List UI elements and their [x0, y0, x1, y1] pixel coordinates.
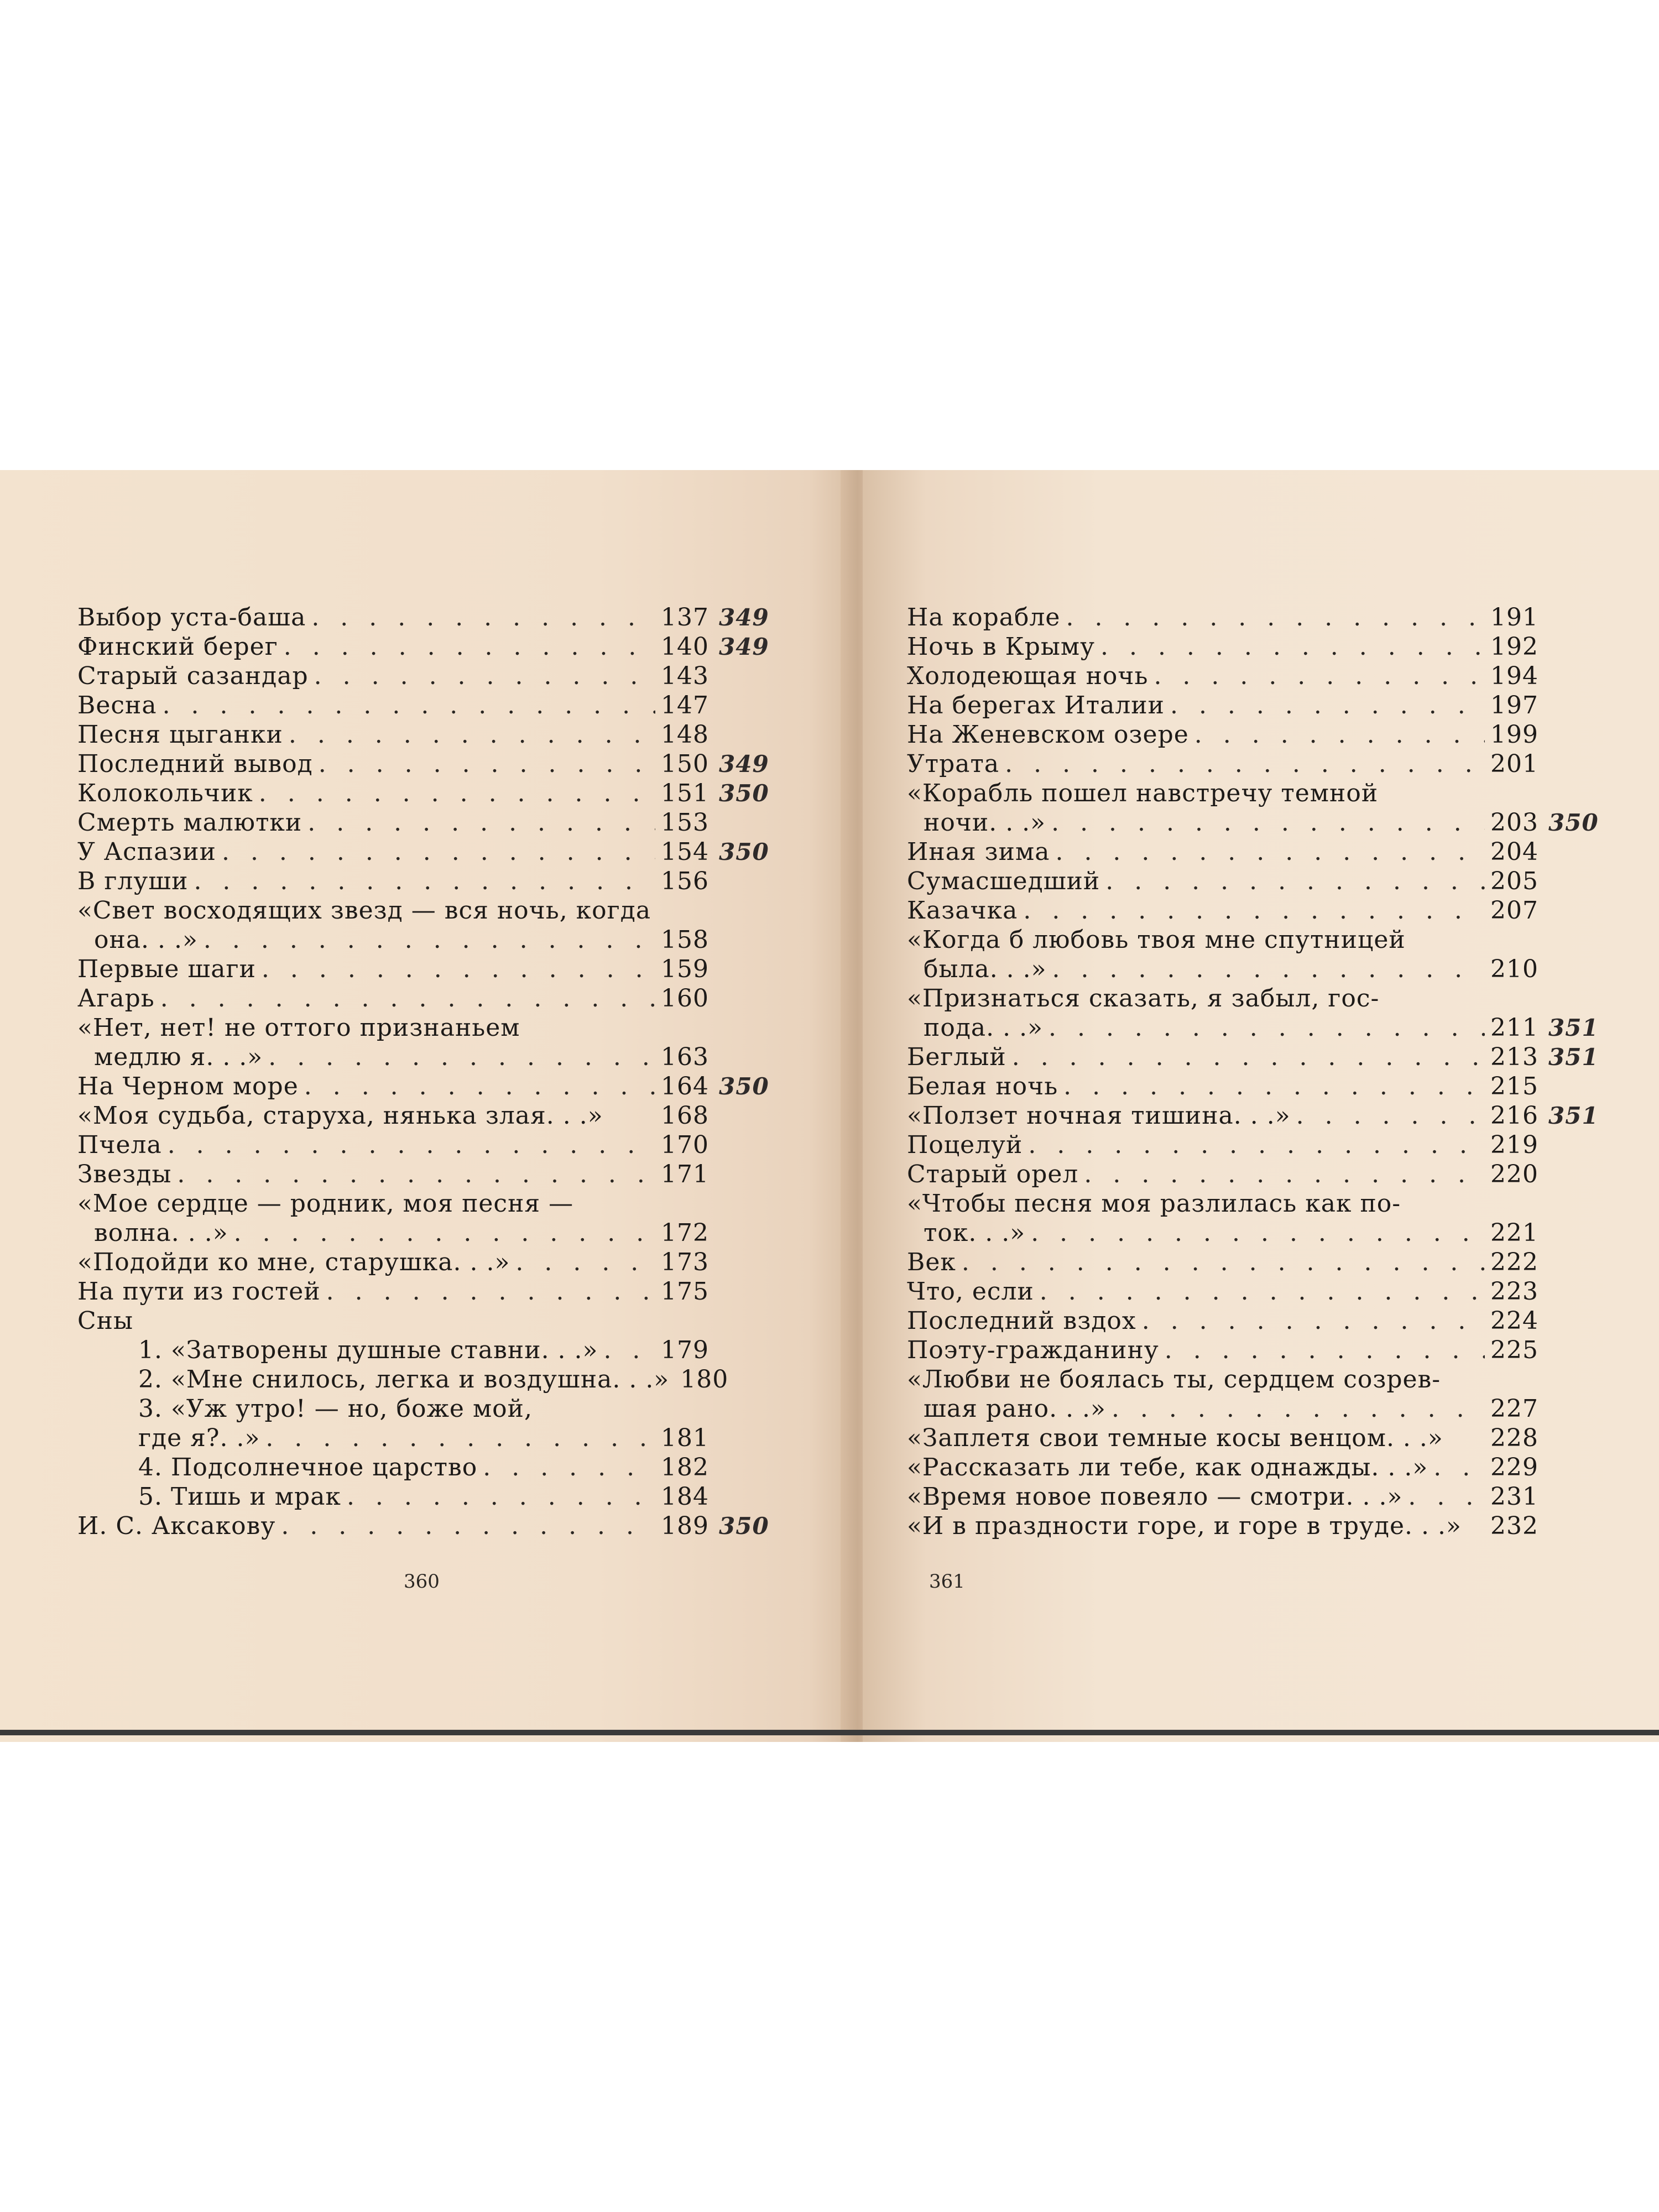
toc-leader-dots: [289, 720, 655, 749]
toc-entry-title: Песня цыганки: [77, 721, 283, 749]
toc-entry-title: Финский берег: [77, 633, 278, 661]
toc-entry: [907, 1042, 1615, 1072]
toc-entry: [77, 1365, 785, 1394]
toc-entry: [907, 1130, 1615, 1160]
toc-entry: [907, 1394, 1615, 1423]
toc-entry-title: Последний вывод: [77, 750, 313, 778]
toc-entry-title: Старый сазандар: [77, 662, 309, 690]
book-bottom-edge: [0, 1730, 1659, 1735]
toc-entry-page: 210: [1490, 955, 1538, 983]
toc-entry-title: «Нет, нет! не оттого признаньем: [77, 1014, 520, 1042]
toc-entry: [907, 720, 1615, 749]
toc-entry-title: «Чтобы песня моя разлилась как по-: [907, 1190, 1401, 1218]
toc-entry-title: Звезды: [77, 1160, 172, 1188]
toc-entry-page: 175: [661, 1277, 709, 1306]
toc-entry: [907, 925, 1615, 954]
toc-entry-page: 168: [661, 1102, 709, 1130]
toc-entry-page: 164: [661, 1072, 709, 1100]
toc-entry: [77, 1130, 785, 1160]
toc-leader-dots: [259, 779, 655, 808]
toc-entry: [77, 808, 785, 837]
toc-leader-dots: [1170, 691, 1485, 720]
toc-entry-page: 191: [1490, 603, 1538, 632]
toc-entry-note-page: 350: [719, 780, 769, 807]
toc-entry-title: В глуши: [77, 867, 189, 895]
toc-leader-dots: [1031, 1218, 1485, 1248]
toc-entry: [77, 749, 785, 779]
toc-entry-title: Поэту-гражданину: [907, 1336, 1159, 1364]
toc-entry: [907, 1248, 1615, 1277]
toc-entry-title: Колокольчик: [77, 779, 253, 807]
toc-entry-title: «Рассказать ли тебе, как однажды. . .»: [907, 1453, 1428, 1481]
toc-entry-title: Смерть малютки: [77, 808, 302, 837]
toc-entry: [77, 1335, 785, 1365]
toc-entry-title: «Свет восходящих звезд — вся ночь, когда: [77, 896, 651, 925]
toc-entry: [907, 867, 1615, 896]
toc-entry-title: На берегах Италии: [907, 691, 1165, 719]
toc-entry-title: Иная зима: [907, 838, 1050, 866]
toc-leader-dots: [483, 1453, 655, 1482]
toc-entry: [77, 1013, 785, 1042]
toc-entry-title: Старый орел: [907, 1160, 1079, 1188]
toc-leader-dots: [326, 1277, 655, 1306]
toc-entry-title: ток. . .»: [924, 1219, 1026, 1247]
toc-entry: [77, 632, 785, 661]
toc-entry: [77, 1306, 785, 1335]
left-page: [0, 470, 852, 1742]
toc-entry: [77, 661, 785, 691]
toc-entry-page: 189: [661, 1512, 709, 1540]
toc-entry: [77, 984, 785, 1013]
toc-leader-dots: [1005, 749, 1485, 779]
toc-leader-dots: [1052, 954, 1485, 984]
toc-entry-page: 160: [661, 984, 709, 1013]
toc-entry: [907, 954, 1615, 984]
toc-leader-dots: [1100, 632, 1485, 661]
toc-entry-title: «Моя судьба, старуха, нянька злая. . .»: [77, 1102, 603, 1130]
toc-entry: [77, 720, 785, 749]
toc-entry-page: 203: [1490, 808, 1538, 837]
toc-entry-title: была. . .»: [924, 955, 1047, 983]
toc-entry-title: На пути из гостей: [77, 1277, 321, 1306]
toc-entry: [907, 1423, 1615, 1453]
toc-entry-page: 140: [661, 633, 709, 661]
toc-entry-title: «Заплетя свои темные косы венцом. . .»: [907, 1424, 1443, 1452]
toc-leader-dots: [265, 1423, 655, 1453]
toc-entry-title: она. . .»: [94, 926, 198, 954]
toc-entry: [77, 1072, 785, 1101]
toc-leader-dots: [1051, 808, 1485, 837]
toc-entry-page: 163: [661, 1043, 709, 1071]
toc-leader-dots: [1023, 896, 1485, 925]
toc-list-right: [907, 603, 1615, 1541]
toc-entry-page: 143: [661, 662, 709, 690]
toc-entry-page: 232: [1490, 1512, 1538, 1540]
toc-leader-dots: [307, 808, 655, 837]
toc-entry-note-page: 351: [1548, 1014, 1599, 1041]
toc-leader-dots: [1433, 1453, 1485, 1482]
toc-entry-page: 223: [1490, 1277, 1538, 1306]
toc-entry-title: «Признаться сказать, я забыл, гос-: [907, 984, 1380, 1013]
toc-entry: [77, 1042, 785, 1072]
toc-entry: [77, 1277, 785, 1306]
toc-entry-title: пода. . .»: [924, 1014, 1043, 1042]
toc-entry-title: Утрата: [907, 750, 1000, 778]
toc-leader-dots: [1055, 837, 1485, 867]
toc-entry-title: шая рано. . .»: [924, 1395, 1106, 1423]
toc-entry-page: 224: [1490, 1307, 1538, 1335]
toc-entry: [907, 1453, 1615, 1482]
toc-leader-dots: [1165, 1335, 1485, 1365]
toc-entry: [907, 1101, 1615, 1130]
toc-leader-dots: [1028, 1130, 1485, 1160]
toc-leader-dots: [1112, 1394, 1485, 1423]
toc-entry-page: 156: [661, 867, 709, 895]
toc-leader-dots: [311, 603, 655, 632]
toc-leader-dots: [222, 837, 655, 867]
toc-entry-title: На Черном море: [77, 1072, 299, 1100]
toc-entry-page: 150: [661, 750, 709, 778]
toc-entry-title: медлю я. . .»: [94, 1043, 263, 1071]
toc-leader-dots: [347, 1482, 655, 1511]
toc-entry-title: ночи. . .»: [924, 808, 1046, 837]
toc-entry: [907, 603, 1615, 632]
toc-entry-page: 215: [1490, 1072, 1538, 1100]
toc-entry: [77, 1482, 785, 1511]
toc-entry-page: 228: [1490, 1424, 1538, 1452]
toc-leader-dots: [1012, 1042, 1485, 1072]
toc-leader-dots: [204, 925, 655, 954]
toc-leader-dots: [319, 749, 655, 779]
toc-entry: [77, 1423, 785, 1453]
toc-entry-page: 219: [1490, 1131, 1538, 1159]
toc-entry-page: 220: [1490, 1160, 1538, 1188]
toc-entry: [907, 632, 1615, 661]
toc-entry: [907, 779, 1615, 808]
toc-leader-dots: [168, 1130, 655, 1160]
toc-entry-page: 222: [1490, 1248, 1538, 1276]
toc-leader-dots: [1048, 1013, 1485, 1042]
toc-leader-dots: [304, 1072, 655, 1101]
toc-entry: [907, 896, 1615, 925]
toc-entry-title: «Корабль пошел навстречу темной: [907, 779, 1379, 807]
toc-entry-title: где я?. .»: [138, 1424, 260, 1452]
toc-entry: [907, 808, 1615, 837]
toc-entry: [77, 1394, 785, 1423]
toc-entry: [907, 1218, 1615, 1248]
toc-entry-page: 151: [661, 779, 709, 807]
toc-entry-page: 180: [680, 1365, 729, 1394]
toc-entry-page: 207: [1490, 896, 1538, 925]
toc-entry: [907, 1335, 1615, 1365]
toc-leader-dots: [1063, 1072, 1485, 1101]
toc-entry-title: Беглый: [907, 1043, 1006, 1071]
toc-entry: [77, 1453, 785, 1482]
toc-entry: [77, 691, 785, 720]
toc-entry: [77, 954, 785, 984]
toc-leader-dots: [1142, 1306, 1485, 1335]
toc-entry: [907, 1306, 1615, 1335]
toc-entry-note-page: 351: [1548, 1044, 1599, 1071]
toc-entry: [77, 1218, 785, 1248]
toc-entry-title: «Любви не боялась ты, сердцем созрев-: [907, 1365, 1441, 1394]
toc-entry-page: 201: [1490, 750, 1538, 778]
toc-entry-page: 231: [1490, 1483, 1538, 1511]
toc-entry-title: Агарь: [77, 984, 155, 1013]
toc-entry-page: 213: [1490, 1043, 1538, 1071]
toc-leader-dots: [515, 1248, 655, 1277]
toc-entry-page: 229: [1490, 1453, 1538, 1481]
toc-entry: [907, 1189, 1615, 1218]
toc-entry: [77, 1248, 785, 1277]
toc-entry-note-page: 349: [719, 750, 769, 778]
toc-entry-title: Пчела: [77, 1131, 162, 1159]
toc-entry-page: 227: [1490, 1395, 1538, 1423]
toc-leader-dots: [177, 1160, 655, 1189]
toc-leader-dots: [194, 867, 655, 896]
toc-entry: [907, 837, 1615, 867]
toc-entry-title: Выбор уста-баша: [77, 603, 306, 632]
toc-entry-title: Что, если: [907, 1277, 1034, 1306]
toc-entry: [907, 1365, 1615, 1394]
toc-entry-page: 148: [661, 721, 709, 749]
toc-entry-title: На корабле: [907, 603, 1061, 632]
toc-leader-dots: [1154, 661, 1485, 691]
toc-list-left: [77, 603, 785, 1541]
toc-entry-note-page: 349: [719, 633, 769, 660]
toc-entry: [907, 661, 1615, 691]
toc-leader-dots: [1408, 1482, 1485, 1511]
toc-entry: [77, 1511, 785, 1541]
toc-entry-note-page: 350: [719, 838, 769, 865]
toc-entry-title: 1. «Затворены душные ставни. . .»: [138, 1336, 598, 1364]
toc-entry-title: 2. «Мне снилось, легка и воздушна. . .»: [138, 1365, 670, 1394]
toc-entry-page: 211: [1490, 1014, 1538, 1042]
toc-entry-title: 5. Тишь и мрак: [138, 1483, 341, 1511]
toc-leader-dots: [962, 1248, 1485, 1277]
toc-leader-dots: [1084, 1160, 1485, 1189]
toc-entry-page: 204: [1490, 838, 1538, 866]
toc-entry: [907, 984, 1615, 1013]
toc-entry: [907, 1277, 1615, 1306]
toc-leader-dots: [160, 984, 655, 1013]
right-page: [863, 470, 1659, 1742]
toc-entry-title: У Аспазии: [77, 838, 216, 866]
toc-entry-page: 172: [661, 1219, 709, 1247]
toc-leader-dots: [281, 1511, 655, 1541]
toc-leader-dots: [1040, 1277, 1485, 1306]
toc-entry: [77, 1101, 785, 1130]
toc-entry-title: И. С. Аксакову: [77, 1512, 276, 1540]
toc-leader-dots: [284, 632, 655, 661]
toc-entry-title: «И в праздности горе, и горе в труде. . .»: [907, 1512, 1462, 1540]
toc-entry-title: Ночь в Крыму: [907, 633, 1095, 661]
toc-entry-title: Весна: [77, 691, 157, 719]
toc-entry-page: 137: [661, 603, 709, 632]
toc-entry-title: Холодеющая ночь: [907, 662, 1149, 690]
toc-entry-page: 159: [661, 955, 709, 983]
toc-entry-page: 199: [1490, 721, 1538, 749]
toc-entry-note-page: 351: [1548, 1102, 1599, 1129]
toc-entry-page: 158: [661, 926, 709, 954]
toc-entry-page: 216: [1490, 1102, 1538, 1130]
page-number-right: 361: [929, 1571, 965, 1593]
toc-entry-page: 192: [1490, 633, 1538, 661]
toc-entry-note-page: 350: [1548, 809, 1599, 836]
toc-entry-title: Первые шаги: [77, 955, 256, 983]
toc-entry-page: 197: [1490, 691, 1538, 719]
toc-entry: [77, 1189, 785, 1218]
toc-leader-dots: [163, 691, 655, 720]
toc-entry-page: 170: [661, 1131, 709, 1159]
toc-leader-dots: [1296, 1101, 1485, 1130]
toc-entry-page: 147: [661, 691, 709, 719]
toc-entry: [77, 867, 785, 896]
toc-entry-title: «Когда б любовь твоя мне спутницей: [907, 926, 1406, 954]
toc-entry-title: Век: [907, 1248, 956, 1276]
toc-entry: [907, 1511, 1615, 1541]
toc-entry-page: 171: [661, 1160, 709, 1188]
toc-entry-title: 4. Подсолнечное царство: [138, 1453, 478, 1481]
toc-leader-dots: [1066, 603, 1485, 632]
toc-entry-page: 194: [1490, 662, 1538, 690]
toc-entry-title: «Ползет ночная тишина. . .»: [907, 1102, 1291, 1130]
toc-entry-title: Сумасшедший: [907, 867, 1100, 895]
toc-entry-title: Поцелуй: [907, 1131, 1023, 1159]
toc-entry: [907, 1482, 1615, 1511]
toc-entry-title: «Время новое повеяло — смотри. . .»: [907, 1483, 1403, 1511]
toc-entry-page: 205: [1490, 867, 1538, 895]
toc-entry-note-page: 350: [719, 1512, 769, 1540]
toc-entry: [77, 925, 785, 954]
toc-entry-title: «Подойди ко мне, старушка. . .»: [77, 1248, 510, 1276]
toc-leader-dots: [603, 1335, 655, 1365]
toc-entry-title: Белая ночь: [907, 1072, 1058, 1100]
toc-entry: [77, 837, 785, 867]
toc-leader-dots: [262, 954, 655, 984]
toc-entry-page: 225: [1490, 1336, 1538, 1364]
toc-entry-title: Последний вздох: [907, 1307, 1136, 1335]
toc-entry-title: «Мое сердце — родник, моя песня —: [77, 1190, 574, 1218]
toc-entry: [907, 691, 1615, 720]
toc-leader-dots: [314, 661, 655, 691]
toc-entry-page: 153: [661, 808, 709, 837]
toc-entry: [907, 749, 1615, 779]
toc-entry-title: волна. . .»: [94, 1219, 228, 1247]
toc-leader-dots: [1194, 720, 1485, 749]
toc-entry: [77, 779, 785, 808]
toc-leader-dots: [1105, 867, 1485, 896]
toc-entry: [907, 1160, 1615, 1189]
toc-entry: [77, 896, 785, 925]
page-number-left: 360: [404, 1571, 440, 1593]
toc-entry-page: 154: [661, 838, 709, 866]
toc-entry-title: Сны: [77, 1307, 134, 1335]
toc-leader-dots: [268, 1042, 655, 1072]
book-spread: [0, 470, 1659, 1742]
toc-entry: [77, 603, 785, 632]
toc-entry-page: 179: [661, 1336, 709, 1364]
toc-entry-title: На Женевском озере: [907, 721, 1189, 749]
toc-entry-note-page: 350: [719, 1073, 769, 1100]
toc-entry-page: 221: [1490, 1219, 1538, 1247]
toc-entry: [907, 1013, 1615, 1042]
toc-entry-title: Казачка: [907, 896, 1018, 925]
toc-entry: [77, 1160, 785, 1189]
toc-entry-page: 173: [661, 1248, 709, 1276]
toc-entry-page: 181: [661, 1424, 709, 1452]
toc-entry: [907, 1072, 1615, 1101]
toc-entry-page: 182: [661, 1453, 709, 1481]
toc-entry-note-page: 349: [719, 604, 769, 631]
toc-entry-page: 184: [661, 1483, 709, 1511]
toc-entry-title: 3. «Уж утро! — но, боже мой,: [138, 1395, 533, 1423]
toc-leader-dots: [234, 1218, 655, 1248]
